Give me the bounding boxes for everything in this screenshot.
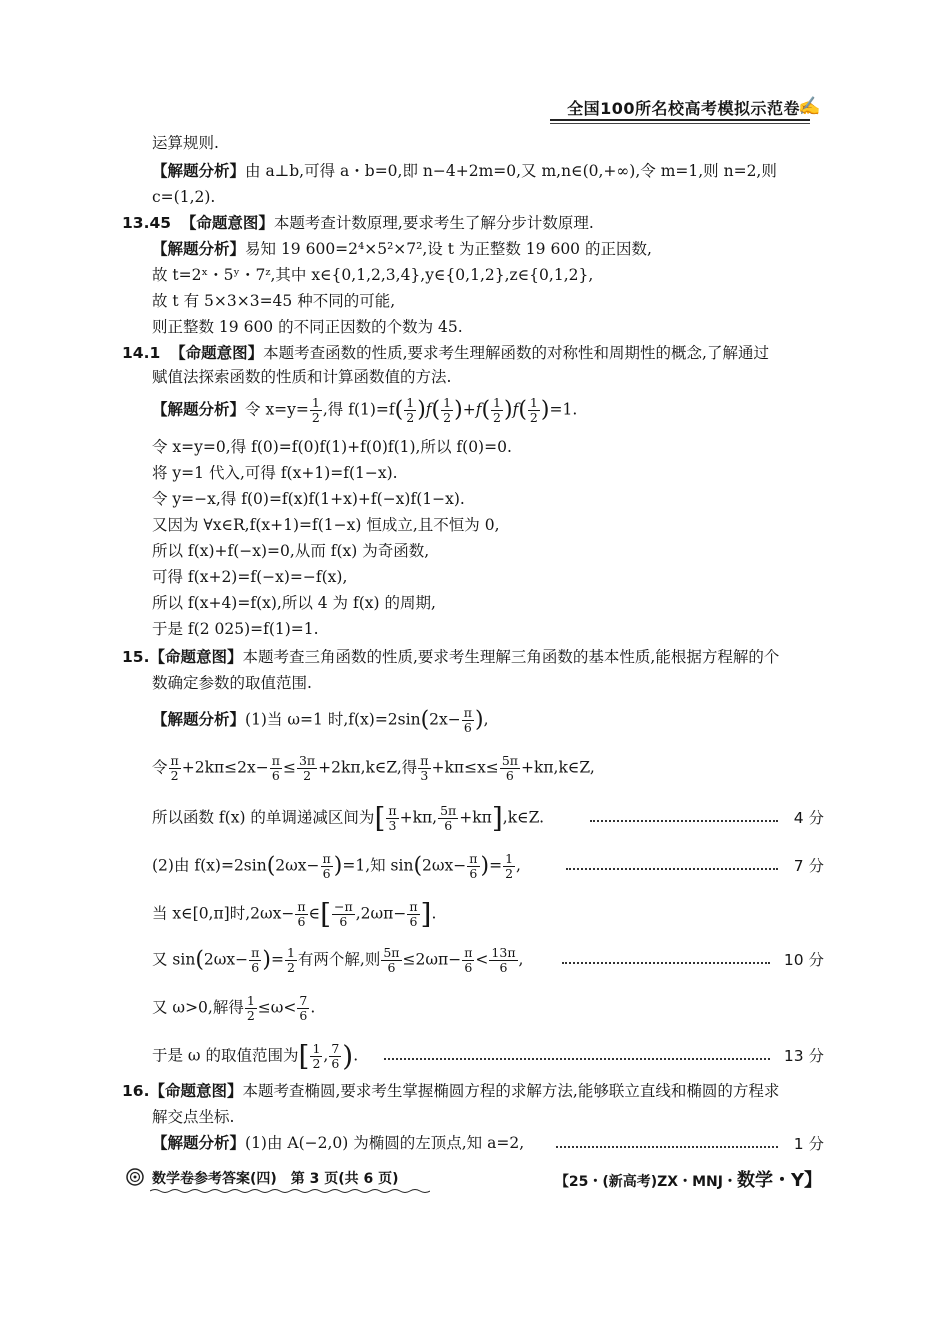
question-14-analysis: 【解题分析】令 x=y= $\frac{1}{2}$ ,得 f(1)=f( $\frac{1}{2}$ )f( $\frac{1}{2}$ )+f( $\frac{1}{2}$ )f( $\frac{1}{2}$ )=1. bbox=[152, 395, 578, 425]
dot-leader bbox=[384, 1058, 770, 1060]
footer-code: 【25・(新高考)ZX・MNJ・数学・Y】 bbox=[554, 1170, 822, 1191]
footer-wave-line bbox=[150, 1188, 430, 1194]
question-13-analysis: 【解题分析】易知 19 600=2⁴×5²×7²,设 t 为正整数 19 600 的正因数, bbox=[152, 240, 652, 258]
text-line: 运算规则. bbox=[152, 134, 219, 152]
score-label: 13 分 bbox=[783, 1047, 824, 1065]
header-title: 全国100所名校高考模拟示范卷 bbox=[567, 99, 800, 118]
footer-page-info: 数学卷参考答案(四) 第 3 页(共 6 页) bbox=[152, 1171, 399, 1187]
question-16-intent: 16.【命题意图】本题考查椭圆,要求考生掌握椭圆方程的求解方法,能够联立直线和椭圆的方程求 bbox=[122, 1082, 780, 1100]
dot-leader bbox=[562, 962, 770, 964]
text-line: (2)由 f(x)=2sin(2ωx− $\frac{\pi}{6}$ )=1,知 sin(2ωx− $\frac{\pi}{6}$ )= $\frac{1}{2}$ , bbox=[152, 851, 521, 881]
text-line: 数确定参数的取值范围. bbox=[152, 674, 312, 692]
question-13-intent: 13.45 【命题意图】本题考查计数原理,要求考生了解分步计数原理. bbox=[122, 214, 594, 232]
brush-icon: ✍ bbox=[798, 96, 821, 117]
text-line: 于是 ω 的取值范围为[ $\frac{1}{2}$ , $\frac{7}{6}$ ). bbox=[152, 1039, 359, 1073]
dot-leader bbox=[556, 1146, 778, 1148]
text-line: 令 x=y=0,得 f(0)=f(0)f(1)+f(0)f(1),所以 f(0)=0. bbox=[152, 438, 512, 456]
text-line: 所以函数 f(x) 的单调递减区间为[ $\frac{\pi}{3}$ +kπ, $\frac{5\pi}{6}$ +kπ],k∈Z. bbox=[152, 801, 544, 835]
text-line: c=(1,2). bbox=[152, 188, 216, 206]
score-label: 10 分 bbox=[783, 951, 824, 969]
header-rule-thin bbox=[550, 123, 810, 124]
text-line: 赋值法探索函数的性质和计算函数值的方法. bbox=[152, 368, 452, 386]
dot-leader bbox=[590, 820, 778, 822]
text-line: 将 y=1 代入,可得 f(x+1)=f(1−x). bbox=[152, 464, 398, 482]
text-line: 可得 f(x+2)=f(−x)=−f(x), bbox=[152, 568, 348, 586]
text-line: 又 ω>0,解得 $\frac{1}{2}$ ≤ω< $\frac{7}{6}$ . bbox=[152, 993, 316, 1023]
text-line: 又因为 ∀x∈R,f(x+1)=f(1−x) 恒成立,且不恒为 0, bbox=[152, 516, 500, 534]
question-15-analysis: 【解题分析】(1)当 ω=1 时,f(x)=2sin(2x− $\frac{\pi}{6}$ ), bbox=[152, 705, 489, 735]
text-line: 故 t=2ˣ・5ʸ・7ᶻ,其中 x∈{0,1,2,3,4},y∈{0,1,2},z∈{0,1,2}, bbox=[152, 266, 594, 284]
score-label: 4 分 bbox=[793, 809, 824, 827]
question-15-intent: 15.【命题意图】本题考查三角函数的性质,要求考生理解三角函数的基本性质,能根据方程解的个 bbox=[122, 648, 780, 666]
question-14-intent: 14.1 【命题意图】本题考查函数的性质,要求考生理解函数的对称性和周期性的概念,了解通过 bbox=[122, 344, 769, 362]
text-line: 当 x∈[0,π]时,2ωx− $\frac{\pi}{6}$ ∈[ $\frac{-\pi}{6}$ ,2ωπ− $\frac{\pi}{6}$ ]. bbox=[152, 897, 437, 931]
score-label: 7 分 bbox=[793, 857, 824, 875]
text-line: 故 t 有 5×3×3=45 种不同的可能, bbox=[152, 292, 396, 310]
text-line: 令 $\frac{\pi}{2}$ +2kπ≤2x− $\frac{\pi}{6}$ ≤ $\frac{3\pi}{2}$ +2kπ,k∈Z,得 $\frac{\pi}{3}$ +kπ≤x≤ $\frac{5\pi}{6}$ +kπ,k∈Z, bbox=[152, 753, 595, 783]
text-line: 令 y=−x,得 f(0)=f(x)f(1+x)+f(−x)f(1−x). bbox=[152, 490, 465, 508]
text-line: 所以 f(x+4)=f(x),所以 4 为 f(x) 的周期, bbox=[152, 594, 436, 612]
text-line: 【解题分析】由 a⊥b,可得 a・b=0,即 n−4+2m=0,又 m,n∈(0,+∞),令 m=1,则 n=2,则 bbox=[152, 162, 777, 180]
school-logo-icon bbox=[126, 1168, 144, 1186]
text-line: 解交点坐标. bbox=[152, 1108, 235, 1126]
dot-leader bbox=[566, 868, 778, 870]
text-line: 则正整数 19 600 的不同正因数的个数为 45. bbox=[152, 318, 463, 336]
text-line: 又 sin(2ωx− $\frac{\pi}{6}$ )= $\frac{1}{2}$ 有两个解,则 $\frac{5\pi}{6}$ ≤2ωπ− $\frac{\pi}{6}$ < $\frac{13\pi}{6}$ , bbox=[152, 945, 524, 975]
text-line: 于是 f(2 025)=f(1)=1. bbox=[152, 620, 319, 638]
text-line: 所以 f(x)+f(−x)=0,从而 f(x) 为奇函数, bbox=[152, 542, 430, 560]
fraction: $\frac{1}{2}$ bbox=[311, 395, 320, 425]
header-rule bbox=[550, 119, 810, 121]
question-16-analysis: 【解题分析】(1)由 A(−2,0) 为椭圆的左顶点,知 a=2, bbox=[152, 1134, 525, 1152]
score-label: 1 分 bbox=[793, 1135, 824, 1153]
